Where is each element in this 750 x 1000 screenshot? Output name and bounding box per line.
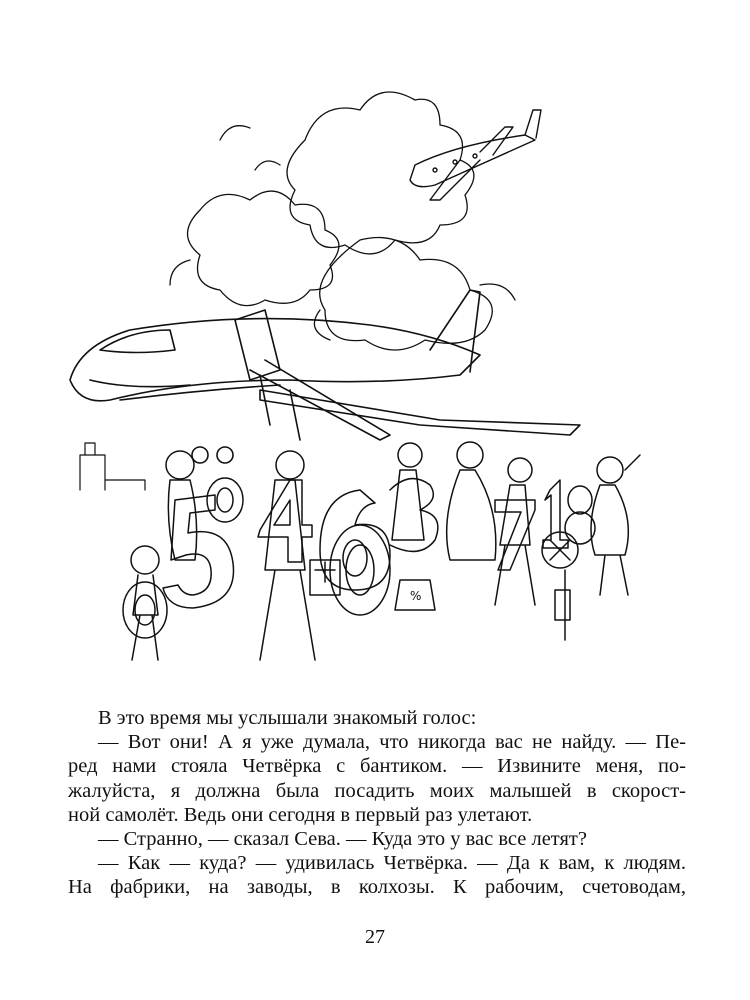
page-number: 27 xyxy=(365,926,385,948)
flying-plane-icon xyxy=(410,110,541,200)
paragraph-line: — Странно, — сказал Сева. — Куда это у вас все летят? xyxy=(98,828,587,851)
paragraph-line: В это время мы услышали знакомый голос: xyxy=(98,707,477,729)
paragraph-line: — Вот они! А я уже думала, что никогда вас не найду. — Пе- xyxy=(98,731,686,754)
crowd-with-digits-icon xyxy=(123,442,640,660)
paragraph-line: ред нами стояла Четвёрка с бантиком. — Извините меня, по- xyxy=(68,755,686,778)
body-text xyxy=(68,706,686,900)
airport-illustration xyxy=(60,70,660,680)
paragraph-line: — Как — куда? — удивилась Четвёрка. — Да к вам, к людям. xyxy=(98,852,686,875)
svg-text:%: % xyxy=(410,589,422,603)
paragraph-line: ной самолёт. Ведь они сегодня в первый раз улетают. xyxy=(68,803,533,826)
paragraph-line: жалуйста, я должна была посадить моих малышей в скорост- xyxy=(68,779,686,802)
paragraph-line: На фабрики, на заводы, в колхозы. К рабочим, счетоводам, xyxy=(68,876,686,899)
buildings-icon xyxy=(80,443,145,490)
clouds-icon xyxy=(170,92,515,350)
airplane-boarding-icon xyxy=(60,70,660,680)
